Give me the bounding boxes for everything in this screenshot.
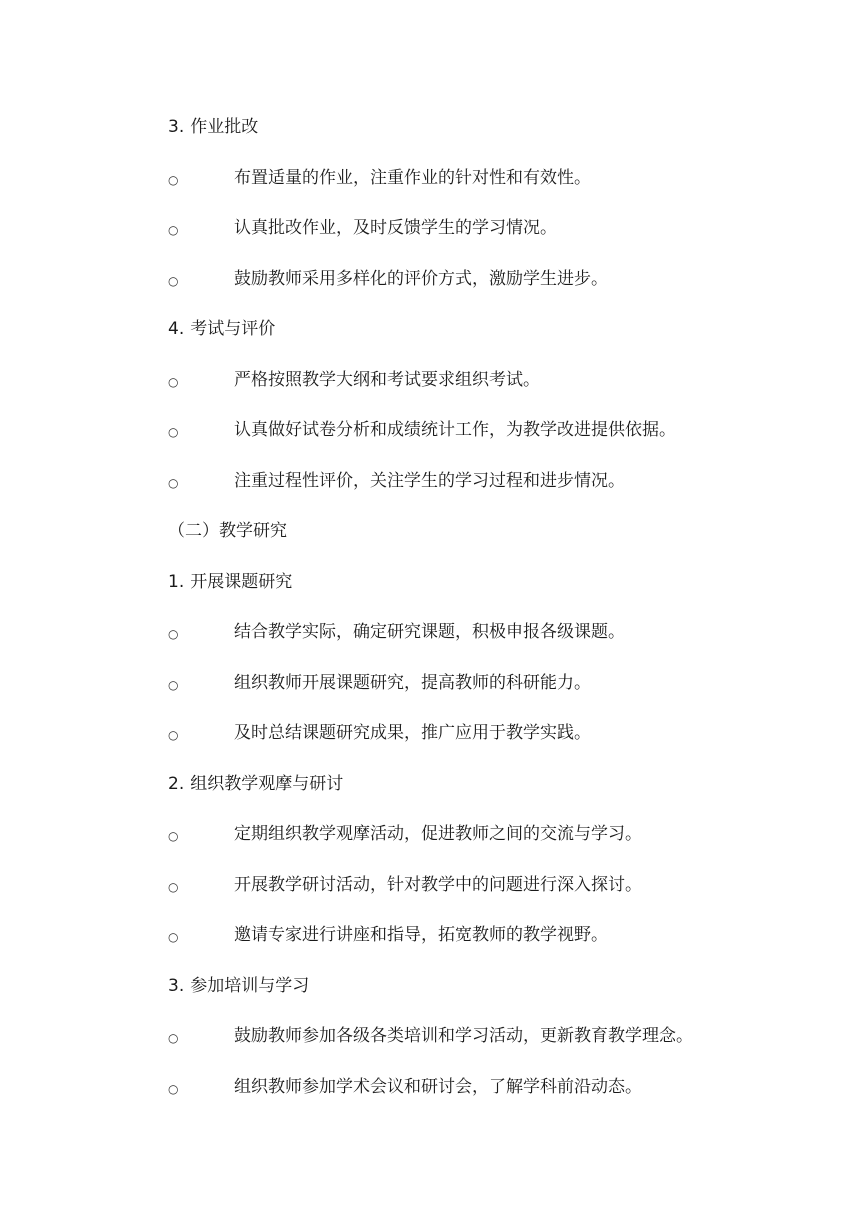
bullet-circle-icon: ○	[168, 677, 179, 692]
bullet-circle-icon: ○	[168, 223, 179, 237]
bullet-circle-icon: ○	[168, 728, 179, 742]
bullet-item	[168, 1020, 808, 1071]
bullet-circle-icon: ○	[168, 829, 179, 843]
bullet-circle-icon: ○	[168, 1081, 179, 1096]
bullet-text: 鼓励教师参加各级各类培训和学习活动，更新教育教学理念。	[234, 1026, 693, 1046]
bullet-item	[168, 667, 808, 718]
bullet-circle-icon: ○	[168, 475, 179, 490]
bullet-item	[168, 465, 808, 516]
bullet-item	[168, 919, 808, 970]
heading-text: 参加培训与学习	[190, 975, 310, 996]
bullet-text: 严格按照教学大纲和考试要求组织考试。	[234, 369, 540, 390]
bullet-item	[168, 869, 808, 920]
bullet-text: 认真做好试卷分析和成绩统计工作，为教学改进提供依据。	[234, 420, 676, 440]
heading-number: 3.	[168, 975, 185, 996]
heading-number: 4.	[168, 319, 185, 339]
bullet-text: 定期组织教学观摩活动，促进教师之间的交流与学习。	[234, 824, 642, 844]
bullet-text: 布置适量的作业，注重作业的针对性和有效性。	[234, 167, 591, 188]
bullet-circle-icon: ○	[168, 425, 179, 439]
heading-text: 开展课题研究	[190, 571, 293, 592]
numbered-heading	[168, 313, 808, 364]
bullet-item	[168, 212, 808, 263]
bullet-item	[168, 162, 808, 213]
bullet-text: 组织教师开展课题研究，提高教师的科研能力。	[234, 672, 591, 693]
bullet-item	[168, 717, 808, 768]
bullet-item	[168, 818, 808, 869]
bullet-text: 开展教学研讨活动，针对教学中的问题进行深入探讨。	[234, 874, 642, 895]
heading-number: 1.	[168, 571, 185, 592]
heading-text: 考试与评价	[190, 319, 276, 339]
bullet-circle-icon: ○	[168, 879, 179, 894]
bullet-text: 认真批改作业，及时反馈学生的学习情况。	[234, 218, 557, 238]
section-heading-text: （二）教学研究	[168, 521, 287, 541]
numbered-heading	[168, 111, 808, 162]
numbered-heading	[168, 970, 808, 1021]
numbered-heading	[168, 768, 808, 819]
bullet-text: 结合教学实际，确定研究课题，积极申报各级课题。	[234, 622, 625, 642]
bullet-circle-icon: ○	[168, 627, 179, 641]
bullet-text: 注重过程性评价，关注学生的学习过程和进步情况。	[234, 470, 625, 491]
bullet-circle-icon: ○	[168, 172, 179, 187]
bullet-item	[168, 1071, 808, 1122]
heading-text: 组织教学观摩与研讨	[190, 773, 344, 794]
bullet-item	[168, 364, 808, 415]
bullet-item	[168, 263, 808, 314]
bullet-text: 组织教师参加学术会议和研讨会，了解学科前沿动态。	[234, 1076, 642, 1097]
section-heading	[168, 515, 808, 566]
bullet-text: 邀请专家进行讲座和指导，拓宽教师的教学视野。	[234, 925, 608, 945]
bullet-circle-icon: ○	[168, 374, 179, 389]
bullet-circle-icon: ○	[168, 930, 179, 944]
heading-number: 3.	[168, 117, 185, 137]
bullet-item	[168, 616, 808, 667]
bullet-circle-icon: ○	[168, 1031, 179, 1045]
bullet-text: 鼓励教师采用多样化的评价方式，激励学生进步。	[234, 268, 608, 289]
bullet-text: 及时总结课题研究成果，推广应用于教学实践。	[234, 723, 591, 743]
document-body	[168, 111, 808, 1121]
numbered-heading	[168, 566, 808, 617]
bullet-item	[168, 414, 808, 465]
heading-number: 2.	[168, 773, 185, 794]
heading-text: 作业批改	[190, 117, 259, 137]
bullet-circle-icon: ○	[168, 273, 179, 288]
